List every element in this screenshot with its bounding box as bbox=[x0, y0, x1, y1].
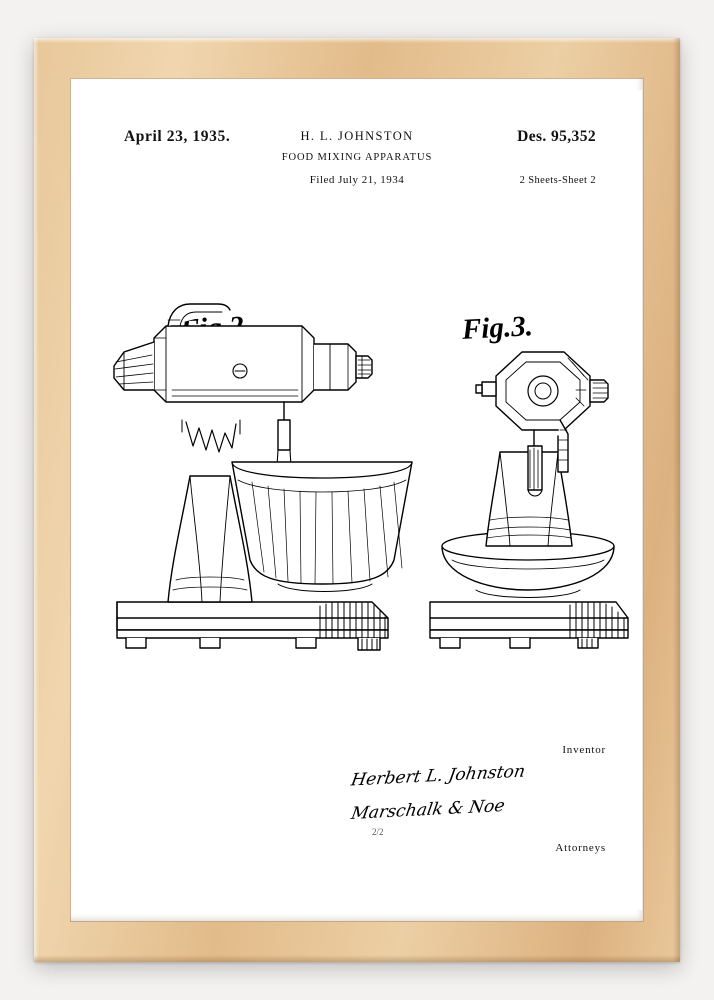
signature-block bbox=[346, 744, 606, 854]
frame-bevel-left bbox=[34, 38, 39, 962]
attorney-signature: Marschalk & Noe bbox=[349, 796, 507, 824]
patent-filed-date: Filed July 21, 1934 bbox=[309, 174, 405, 186]
page-mark: 2/2 bbox=[372, 827, 384, 837]
patent-number: Des. 95,352 bbox=[517, 128, 596, 145]
frame-bevel-bottom bbox=[34, 955, 680, 962]
frame-bevel-right bbox=[673, 38, 680, 962]
attorneys-label: Attorneys bbox=[555, 842, 606, 854]
patent-title: FOOD MIXING APPARATUS bbox=[281, 152, 433, 163]
patent-document-page bbox=[72, 90, 642, 910]
figure-3-label: Fig.3. bbox=[461, 310, 534, 346]
patent-inventor-header: H. L. JOHNSTON bbox=[300, 129, 414, 143]
patent-sheet-count: 2 Sheets-Sheet 2 bbox=[519, 175, 596, 186]
figure-3-drawing bbox=[430, 352, 628, 648]
frame-bevel-top bbox=[34, 38, 680, 43]
patent-date: April 23, 1935. bbox=[124, 128, 231, 145]
figure-2-drawing bbox=[114, 304, 412, 650]
inventor-signature: Herbert L. Johnston bbox=[349, 761, 527, 791]
inventor-label: Inventor bbox=[562, 744, 606, 756]
